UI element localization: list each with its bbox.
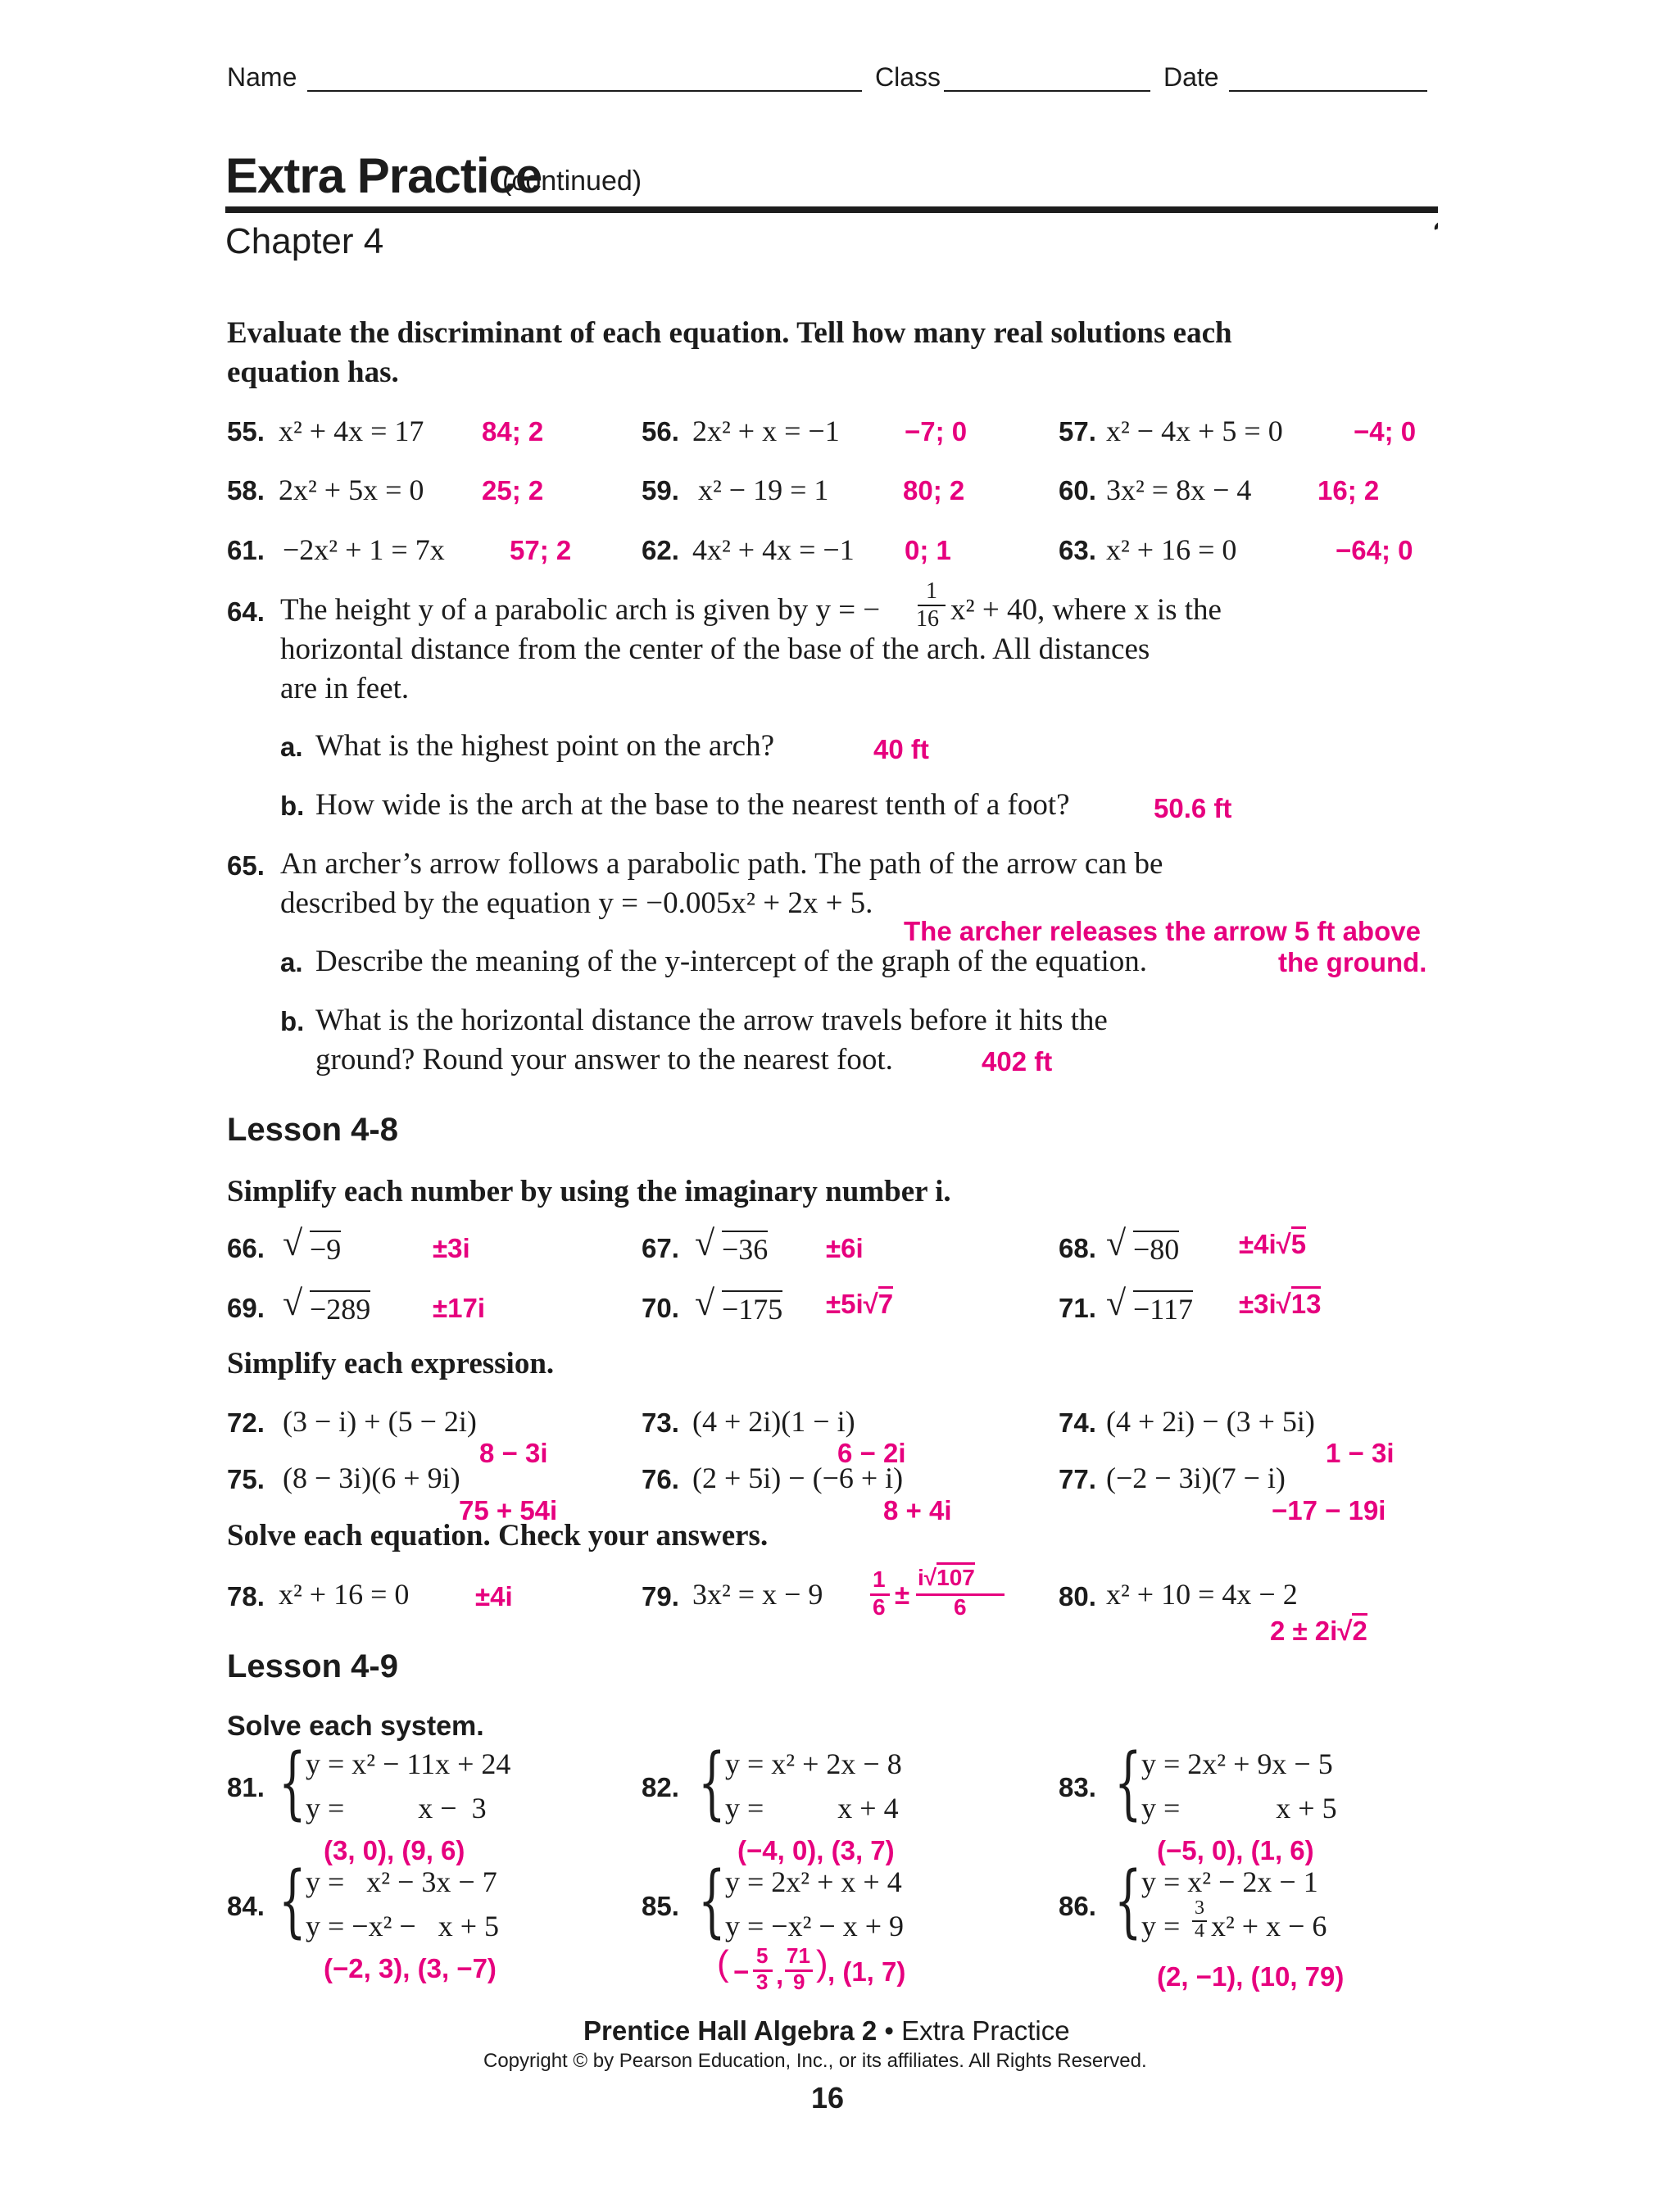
lesson49-instruction: Solve each system. [227,1711,484,1742]
radicand: −117 [1133,1290,1193,1326]
answer [1239,1289,1321,1320]
answer: 40 ft [873,734,929,764]
radical-icon: √ [923,1565,937,1590]
problem-equation: (−2 − 3i)(7 − i) [1106,1462,1286,1494]
answer: 402 ft [982,1046,1053,1077]
problem-equation: (8 − 3i)(6 + 9i) [283,1462,460,1494]
page-title: Extra Practice [225,148,542,203]
radical-icon: √ [283,1283,303,1323]
footer-section: Extra Practice [901,2015,1070,2046]
problem-equation: (2 + 5i) − (−6 + i) [692,1462,904,1494]
left-brace-icon: { [1114,1855,1142,1947]
problem-equation: x² − 19 = 1 [698,474,829,506]
problem-equation: x² + 16 = 0 [1106,533,1237,566]
answer: 75 + 54i [459,1495,558,1525]
answer: −64; 0 [1336,535,1413,565]
problem-number: 67. [642,1233,679,1263]
class-field-line[interactable] [944,90,1150,92]
answer: (2, −1), (10, 79) [1157,1961,1345,1992]
fraction-denominator: 9 [793,1969,805,1994]
system-equation-1: y = x² − 2x − 1 [1141,1865,1318,1898]
answer: 8 − 3i [479,1438,548,1468]
answer: 8 + 4i [883,1495,952,1525]
problem-equation: −2x² + 1 = 7x [283,533,445,566]
radical-icon: √ [1106,1223,1127,1263]
problem-number: 79. [642,1581,679,1611]
problem-number: 74. [1059,1407,1096,1438]
problem-65-text: An archer’s arrow follows a parabolic path. The path of the arrow can be [280,847,1163,881]
problem-equation: x² + 16 = 0 [279,1578,410,1611]
system-equation-2: y = −x² − x + 5 [306,1910,500,1942]
problem-number: 56. [642,416,679,446]
problem-64-text-cont: x² + 40, where x is the [950,593,1222,627]
part-question: Describe the meaning of the y-intercept of the graph of the equation. [315,945,1148,978]
problem-number: 78. [227,1581,265,1611]
answer [826,1289,893,1320]
part-label: b. [280,1006,305,1036]
answer: ±6i [826,1233,864,1263]
part-label: a. [280,947,303,977]
problem-number: 85. [642,1891,679,1921]
answer [1270,1616,1367,1647]
footer-bullet: • [884,2015,894,2046]
answer: ±17i [433,1293,485,1323]
system-equation-1: y = 2x² + x + 4 [725,1865,902,1898]
fraction-denominator: 4 [1195,1920,1204,1942]
problem-number: 57. [1059,416,1096,446]
problem-number: 76. [642,1464,679,1494]
date-field-line[interactable] [1229,90,1427,92]
radical-icon: √ [695,1283,715,1323]
answer: , (1, 7) [828,1956,906,1987]
answer: 80; 2 [903,475,965,505]
fraction-numerator: 5 [756,1943,769,1968]
left-brace-icon: { [698,1737,726,1829]
part-question: How wide is the arch at the base to the nearest tenth of a foot? [315,788,1070,822]
problem-number: 80. [1059,1581,1096,1611]
problem-64-text-2: horizontal distance from the center of the base of the arch. All distances [280,632,1150,666]
fraction-denominator: 16 [916,606,939,632]
problem-number: 55. [227,416,265,446]
part-question: What is the highest point on the arch? [315,729,774,763]
problem-number: 81. [227,1772,265,1802]
imag-unit: i [918,1565,924,1590]
answer: −4; 0 [1354,416,1417,446]
radicand: −80 [1133,1231,1179,1267]
fraction-denominator: 3 [756,1969,769,1994]
problem-number: 68. [1059,1233,1096,1263]
problem-number: 63. [1059,535,1096,565]
answer-coefficient: ±5i [826,1289,864,1319]
fraction-numerator: 3 [1195,1897,1204,1919]
left-paren: ( [717,1943,729,1983]
problem-equation: 3x² = x − 9 [692,1578,823,1611]
fraction-numerator: 71 [787,1943,810,1968]
system-equation-2: y = x + 5 [1141,1792,1337,1824]
radical-icon: √ [695,1223,715,1263]
problem-64-text: The height y of a parabolic arch is given by y = − [280,593,881,627]
problem-equation: 2x² + x = −1 [692,415,840,447]
answer: The archer releases the arrow 5 ft above [904,916,1421,946]
problem-equation: x² + 10 = 4x − 2 [1106,1578,1298,1611]
radical-icon: √ [1106,1283,1127,1323]
copyright: Copyright © by Pearson Education, Inc., or its affiliates. All Rights Reserved. [483,2050,1147,2072]
problem-number: 86. [1059,1891,1096,1921]
answer: 25; 2 [482,475,544,505]
problem-number: 61. [227,535,265,565]
problem-number: 60. [1059,475,1096,505]
problem-number: 64. [227,596,265,627]
fraction-denominator: 6 [954,1594,967,1620]
chapter-heading: Chapter 4 [225,221,384,261]
system-equation-2: y = x − 3 [306,1792,487,1824]
problem-number: 58. [227,475,265,505]
answer-coefficient: ±4i [1239,1229,1277,1259]
problem-number: 69. [227,1293,265,1323]
radicand: −9 [310,1231,341,1267]
answer-radicand: 2 [1352,1613,1367,1646]
problem-equation: 2x² + 5x = 0 [279,474,424,506]
left-brace-icon: { [279,1737,306,1829]
answer-radicand: 13 [1291,1286,1322,1319]
answer: 84; 2 [482,416,544,446]
answer: ±4i [475,1581,513,1611]
system-equation-1: y = x² − 11x + 24 [306,1747,511,1780]
part-label: b. [280,791,305,821]
lesson48-instruction: Simplify each number by using the imaginary number i. [227,1175,951,1208]
answer: (−2, 3), (3, −7) [324,1953,497,1983]
problem-equation: 4x² + 4x = −1 [692,533,855,566]
discriminant-instruction-2: equation has. [227,356,399,389]
answer: 16; 2 [1317,475,1380,505]
simplify-expression-instruction: Simplify each expression. [227,1347,555,1380]
page-number: 16 [811,2081,845,2115]
title-rule [225,205,1438,238]
problem-65-text-2: described by the equation y = −0.005x² + 2x + 5. [280,886,873,920]
radicand: −36 [722,1231,768,1267]
fraction-numerator [918,1565,975,1591]
answer-radicand: 5 [1291,1226,1306,1259]
class-label: Class [875,62,941,92]
answer: (−5, 0), (1, 6) [1157,1835,1314,1865]
problem-equation: (4 + 2i) − (3 + 5i) [1106,1405,1315,1438]
date-label: Date [1163,62,1219,92]
plus-minus: ± [895,1580,910,1610]
answer: 6 − 2i [837,1438,906,1468]
name-field-line[interactable] [307,90,862,92]
system-equation-2: y = x + 4 [725,1792,899,1824]
problem-number: 84. [227,1891,265,1921]
name-label: Name [227,62,297,92]
answer: 1 − 3i [1326,1438,1395,1468]
answer: 0; 1 [905,535,951,565]
problem-number: 65. [227,850,265,881]
system-equation-1: y = x² + 2x − 8 [725,1747,902,1780]
solve-equation-instruction: Solve each equation. Check your answers. [227,1519,769,1552]
problem-number: 66. [227,1233,265,1263]
answer-radicand: 107 [937,1562,975,1590]
problem-number: 77. [1059,1464,1096,1494]
footer-title [583,2015,1070,2047]
problem-equation: (3 − i) + (5 − 2i) [283,1405,477,1438]
part-question-2: ground? Round your answer to the nearest foot. [315,1043,893,1077]
radical-icon: √ [863,1289,878,1319]
problem-number: 70. [642,1293,679,1323]
problem-number: 75. [227,1464,265,1494]
problem-number: 71. [1059,1293,1096,1323]
lesson-heading: Lesson 4-9 [227,1648,398,1684]
fraction-denominator: 6 [873,1594,886,1620]
fraction-numerator: 1 [873,1566,886,1592]
problem-equation: x² + 4x = 17 [279,415,424,447]
problem-equation: (4 + 2i)(1 − i) [692,1405,855,1438]
page-subtitle: (continued) [502,165,642,197]
system-equation-1: y = x² − 3x − 7 [306,1865,497,1898]
discriminant-instruction: Evaluate the discriminant of each equation. Tell how many real solutions each [227,316,1232,350]
left-brace-icon: { [1114,1737,1142,1829]
answer-coefficient: 2 ± 2i [1270,1616,1338,1646]
problem-number: 83. [1059,1772,1096,1802]
answer-coefficient: ±3i [1239,1289,1277,1319]
part-question: What is the horizontal distance the arrow travels before it hits the [315,1004,1108,1037]
footer-book: Prentice Hall Algebra 2 [583,2015,878,2046]
problem-number: 62. [642,535,679,565]
problem-number: 73. [642,1407,679,1438]
lesson-heading: Lesson 4-8 [227,1112,398,1148]
problem-number: 59. [642,475,679,505]
right-paren: ) [816,1943,828,1983]
answer [1239,1229,1306,1260]
minus-sign: − [733,1956,750,1987]
answer-radicand: 7 [878,1286,893,1319]
answer: (−4, 0), (3, 7) [737,1835,895,1865]
left-brace-icon: { [279,1855,306,1947]
radicand: −289 [310,1290,370,1326]
problem-equation: x² − 4x + 5 = 0 [1106,415,1283,447]
radical-icon: √ [1276,1289,1291,1319]
part-label: a. [280,732,303,762]
system-equation-2-end: x² + x − 6 [1211,1910,1327,1942]
problem-number: 82. [642,1772,679,1802]
radical-icon: √ [1337,1616,1353,1646]
radicand: −175 [722,1290,782,1326]
left-brace-icon: { [698,1855,726,1947]
answer: 57; 2 [510,535,572,565]
system-equation-2-start: y = [1141,1910,1188,1942]
answer: ±3i [433,1233,470,1263]
answer-cont: the ground. [1278,947,1427,977]
system-equation-1: y = 2x² + 9x − 5 [1141,1747,1333,1780]
radical-icon: √ [1276,1229,1291,1259]
problem-number: 72. [227,1407,265,1438]
problem-64-text-3: are in feet. [280,672,410,705]
answer: (3, 0), (9, 6) [324,1835,465,1865]
fraction-numerator: 1 [926,578,937,604]
comma: , [776,1960,784,1990]
radical-icon: √ [283,1223,303,1263]
answer: 50.6 ft [1154,793,1232,823]
problem-equation: 3x² = 8x − 4 [1106,474,1252,506]
answer: −7; 0 [905,416,968,446]
answer: −17 − 19i [1272,1495,1386,1525]
system-equation-2: y = −x² − x + 9 [725,1910,905,1942]
